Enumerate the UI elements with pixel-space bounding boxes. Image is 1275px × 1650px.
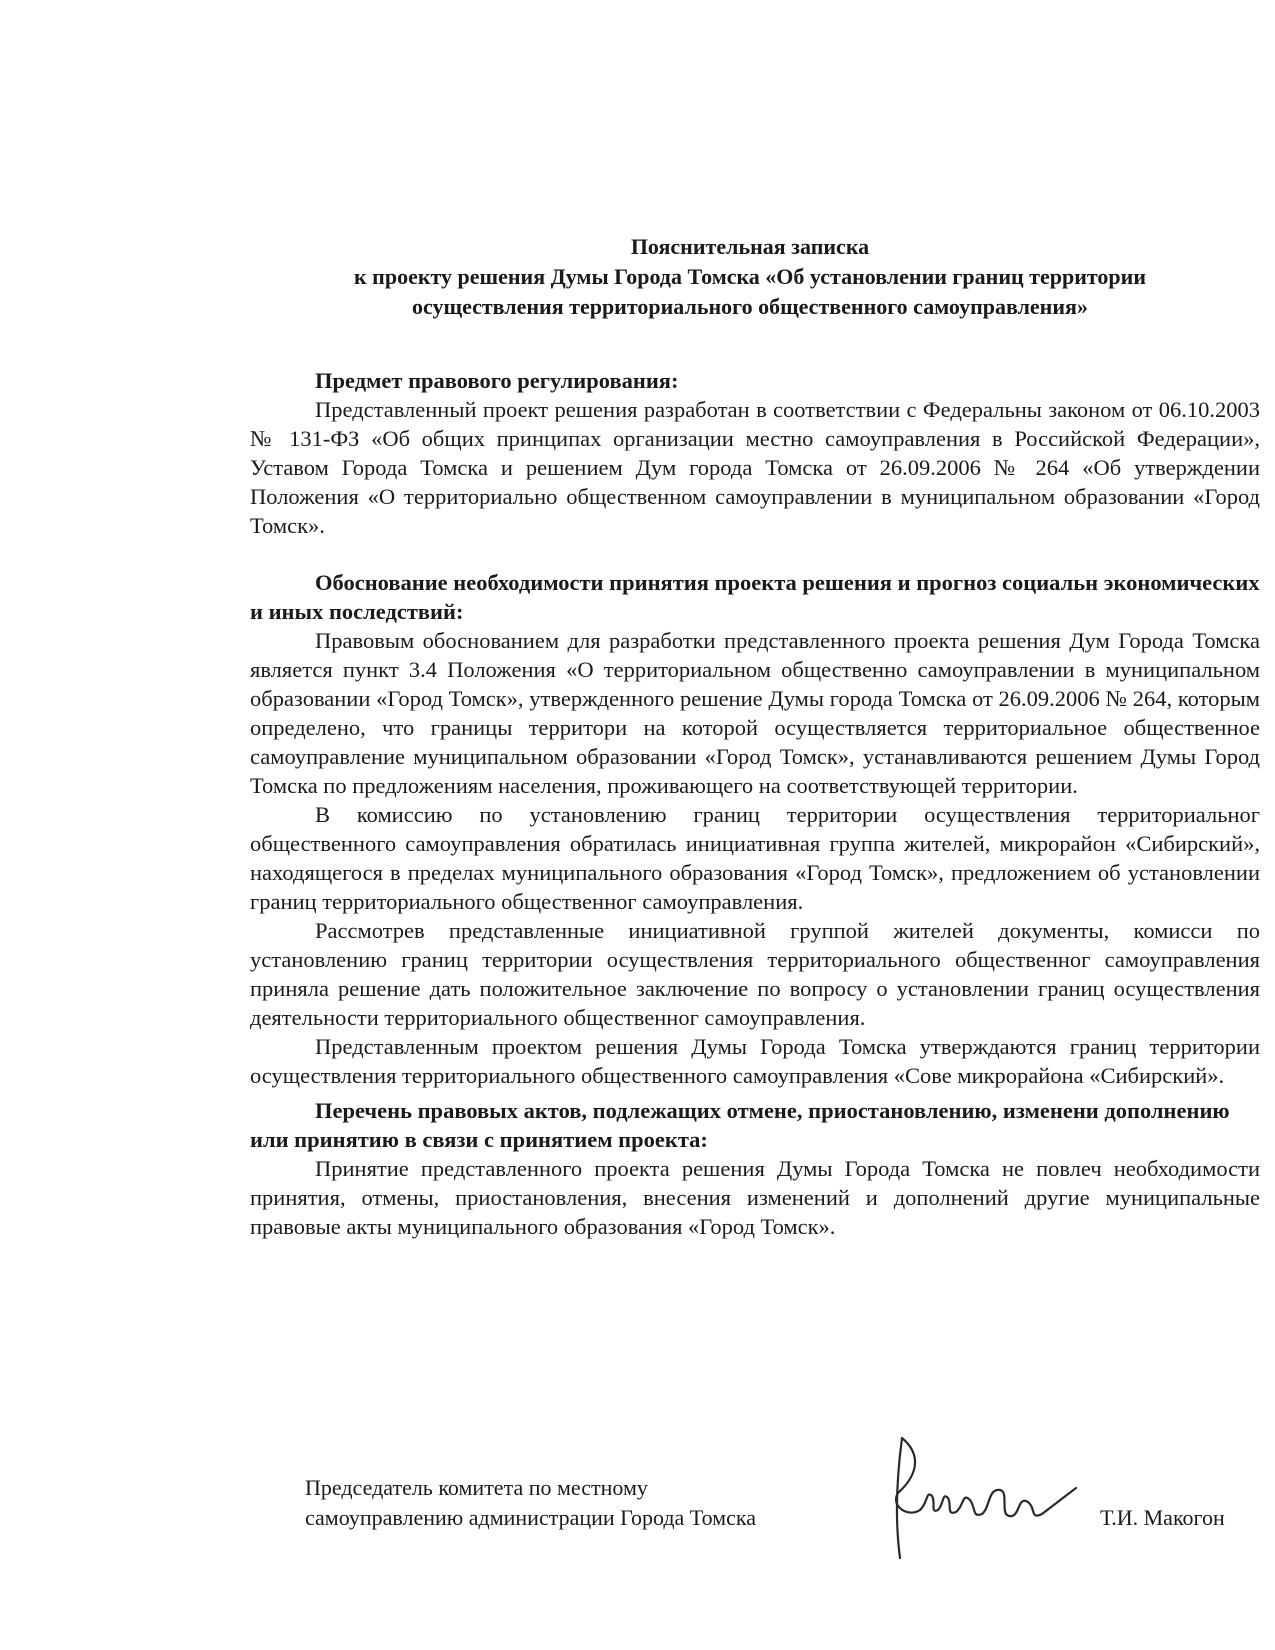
subject-paragraph: Представленный проект решения разработан в соответствии с Федеральны законом от 06.10.2003 № 131-ФЗ «Об общих принципах организации местно самоуправления в Российской Федерации», Уставом Города Томска и решением Дум города Томска от 26.09.2006 № 264 «Об утверждении Положения «О территориально общественном самоуправлении в муниципальном образовании «Город Томск».	[250, 397, 1260, 538]
signatory-position-line-2: самоуправлению администрации Города Томска	[305, 1505, 756, 1530]
document-body	[250, 366, 1260, 1241]
signatory-position-line-1: Председатель комитета по местному	[305, 1475, 648, 1500]
acts-paragraph: Принятие представленного проекта решения Думы Города Томска не повлеч необходимости принятия, отмены, приостановления, внесения изменений и дополнений другие муниципальные правовые акты муниципального образования «Город Томск».	[250, 1156, 1260, 1239]
justification-paragraph-2: В комиссию по установлению границ территории осуществления территориальног общественного самоуправления обратилась инициативная группа жителей, микрорайон «Сибирский», находящегося в пределах муниципального образования «Город Томск», предложением об установлении границ территориального общественног самоуправления.	[250, 802, 1260, 914]
justification-paragraph-1: Правовым обоснованием для разработки представленного проекта решения Дум Города Томска является пункт 3.4 Положения «О территориальном общественно самоуправлении в муниципальном образовании «Город Томск», утвержденного решение Думы города Томска от 26.09.2006 № 264, которым определено, что границы территори на которой осуществляется территориальное общественное самоуправление муниципальном образовании «Город Томск», устанавливаются решением Думы Город Томска по предложениям населения, проживающего на соответствующей территории.	[250, 628, 1260, 798]
justification-heading: Обоснование необходимости принятия проекта решения и прогноз социальн экономических и иных последствий:	[250, 570, 1260, 624]
title-line-1: Пояснительная записка	[630, 234, 870, 259]
title-line-2: к проекту решения Думы Города Томска «Об установлении границ территории	[354, 264, 1146, 289]
signatory-name: Т.И. Макогон	[1100, 1505, 1225, 1530]
justification-paragraph-4: Представленным проектом решения Думы Города Томска утверждаются границ территории осуществления территориального общественного самоуправления «Сове микрорайона «Сибирский».	[250, 1034, 1260, 1088]
acts-heading: Перечень правовых актов, подлежащих отмене, приостановлению, изменени дополнению или принятию в связи с принятием проекта:	[250, 1098, 1230, 1152]
subject-heading: Предмет правового регулирования:	[315, 368, 679, 393]
signatory-position	[305, 1473, 865, 1533]
justification-paragraph-3: Рассмотрев представленные инициативной группой жителей документы, комисси по установлению границ территории осуществления территориального общественног самоуправления приняла решение дать положительное заключение по вопросу о установлении границ осуществления деятельности территориального общественног самоуправления.	[250, 918, 1260, 1030]
handwritten-signature	[880, 1418, 1080, 1568]
document-title	[230, 232, 1270, 322]
title-line-3: осуществления территориального общественного самоуправления»	[412, 294, 1088, 319]
